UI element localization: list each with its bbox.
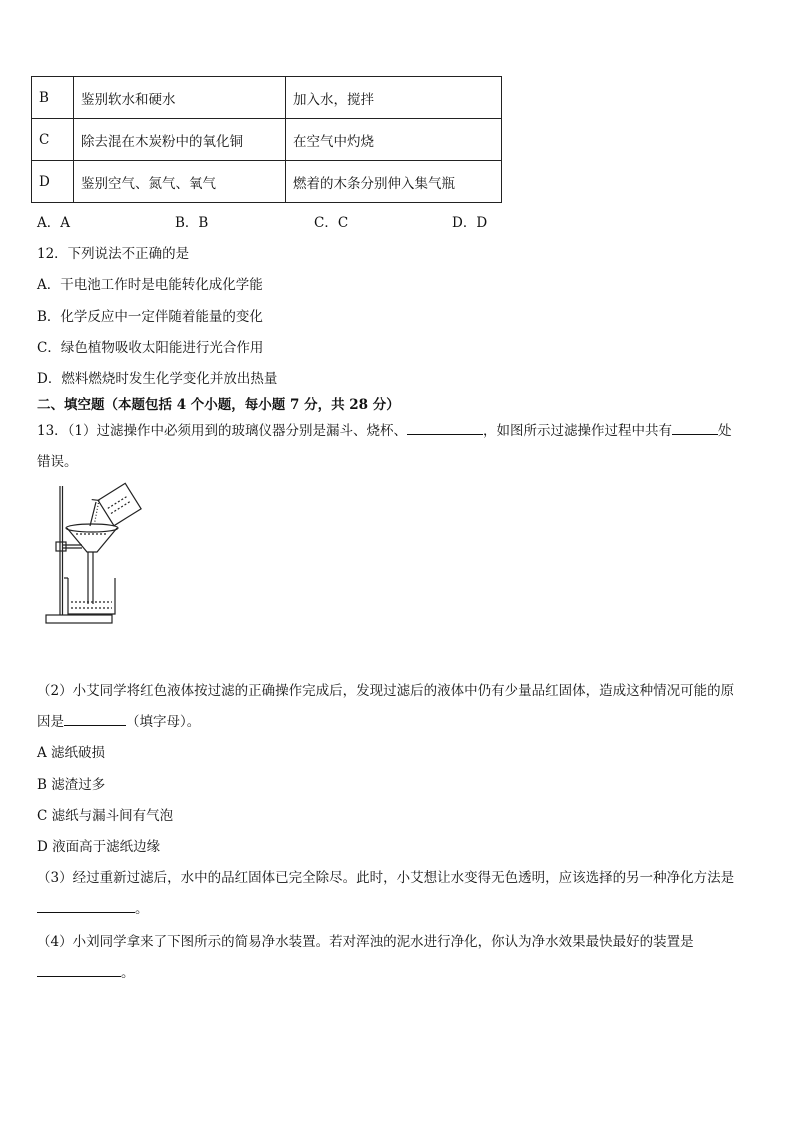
row-method: 加入水，搅拌 [286,77,502,119]
q11-choice-b: B．B [175,215,209,231]
q11-choice-c: C．C [314,215,349,231]
q13-part1-line1 [37,419,732,439]
q13-part2-option-b: B 滤渣过多 [37,777,106,793]
row-purpose: 除去混在木炭粉中的氧化铜 [74,119,286,161]
row-label: B [32,77,74,119]
q13-part3-line2 [37,897,149,917]
q13-part1-text-c: 处 [718,423,732,439]
table-row [32,161,502,203]
q13-part4-line1: （4）小刘同学拿来了下图所示的简易净水装置。若对浑浊的泥水进行净化，你认为净水效果最快最好的装置是 [37,934,694,950]
q13-part4-end: 。 [121,965,135,981]
q12-stem: 12．下列说法不正确的是 [37,246,190,262]
q13-part3-line1: （3）经过重新过滤后，水中的品红固体已完全除尽。此时，小艾想让水变得无色透明，应该选择的另一种净化方法是 [37,870,735,886]
q13-part2-option-c: C 滤纸与漏斗间有气泡 [37,808,174,824]
q13-part1-text-b: ，如图所示过滤操作过程中共有 [483,423,673,439]
q12-option-b: B．化学反应中一定伴随着能量的变化 [37,309,263,325]
row-label: C [32,119,74,161]
q13-part2-option-d: D 液面高于滤纸边缘 [37,839,161,855]
q13-part3-end: 。 [135,901,149,917]
q12-option-a: A．干电池工作时是电能转化成化学能 [37,277,263,293]
q13-part2-text-a: 因是 [37,714,64,730]
options-table [31,76,502,203]
q13-part2-text-b: （填字母）。 [126,714,201,730]
answer-blank[interactable] [37,962,121,977]
q11-choice-a: A．A [37,215,70,231]
row-method: 在空气中灼烧 [286,119,502,161]
table-row [32,77,502,119]
table-row [32,119,502,161]
q12-option-d: D．燃料燃烧时发生化学变化并放出热量 [37,371,278,387]
row-label: D [32,161,74,203]
row-method: 燃着的木条分别伸入集气瓶 [286,161,502,203]
q11-choice-d: D．D [452,215,488,231]
q13-part2-option-a: A 滤纸破损 [37,745,106,761]
q13-part2-line2 [37,710,200,730]
answer-blank[interactable] [37,898,135,913]
row-purpose: 鉴别空气、氮气、氧气 [74,161,286,203]
answer-blank[interactable] [64,711,126,726]
filtration-apparatus-figure [40,482,150,627]
q12-option-c: C．绿色植物吸收太阳能进行光合作用 [37,340,264,356]
q13-part2-line1: （2）小艾同学将红色液体按过滤的正确操作完成后，发现过滤后的液体中仍有少量品红固体，造成这种情况可能的原 [37,683,735,699]
row-purpose: 鉴别软水和硬水 [74,77,286,119]
answer-blank[interactable] [407,420,483,435]
answer-blank[interactable] [672,420,718,435]
section-title: 二、填空题（本题包括 4 个小题，每小题 7 分，共 28 分） [37,397,400,413]
q13-part4-line2 [37,961,135,981]
q13-part1-text-a: 13．（1）过滤操作中必须用到的玻璃仪器分别是漏斗、烧杯、 [37,423,408,439]
q13-part1-line2: 错误。 [37,454,78,470]
